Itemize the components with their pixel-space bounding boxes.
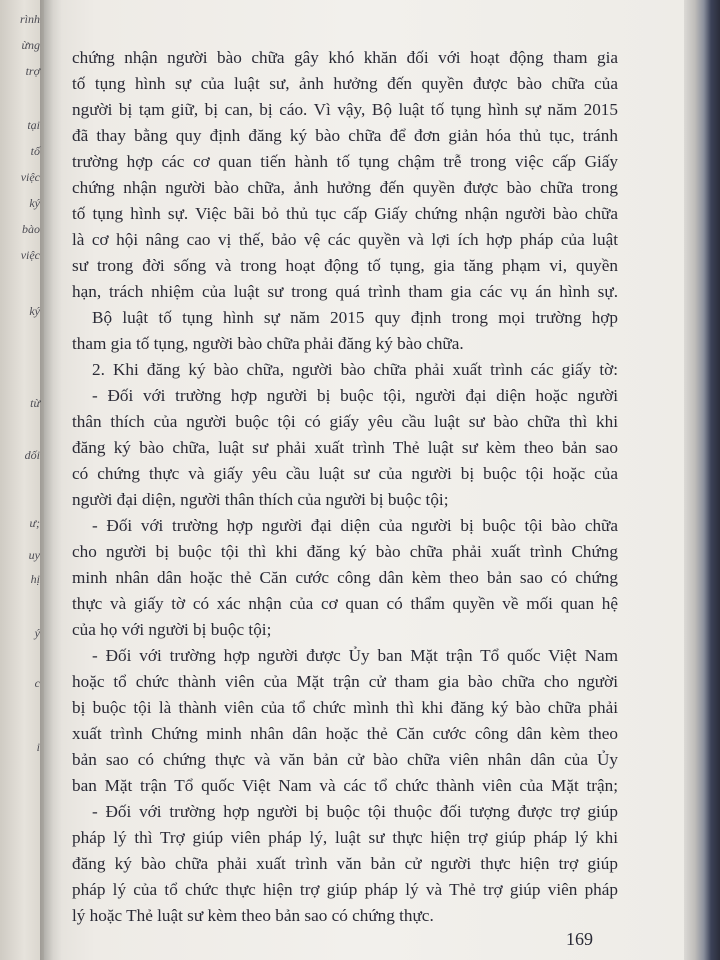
text-line: sư trong đời sống và trong hoạt động tố tụng, gia tăng phạm vi, quyền bbox=[72, 256, 618, 275]
fragment: ý bbox=[34, 626, 40, 640]
fragment: hị bbox=[30, 572, 40, 586]
fragment: ký bbox=[29, 196, 40, 210]
text-line: hạn, trách nhiệm của luật sư trong quá trình tham gia các vụ án hình sự. bbox=[72, 282, 618, 301]
text-line: đã thay bằng quy định đăng ký bào chữa để đơn giản hóa thủ tục, tránh bbox=[72, 126, 618, 145]
text-line: pháp lý của tổ chức thực hiện trợ giúp pháp lý và Thẻ trợ giúp viên pháp bbox=[72, 880, 618, 899]
text-line: hoặc tổ chức thành viên của Mặt trận cử tham gia bào chữa cho người bbox=[72, 672, 618, 691]
text-line: người đại diện, người thân thích của người bị buộc tội; bbox=[72, 490, 449, 509]
fragment: việc bbox=[20, 170, 40, 184]
fragment: c bbox=[34, 676, 40, 690]
text-line: bị buộc tội là thành viên của tổ chức mình thì khi đăng ký bào chữa phải bbox=[72, 698, 618, 717]
text-line: có chứng thực và giấy yêu cầu luật sư của người bị buộc tội hoặc của bbox=[72, 464, 618, 483]
page-body-text bbox=[72, 45, 618, 929]
fragment: ký bbox=[29, 304, 40, 318]
text-line: cho người bị buộc tội thì khi đăng ký bào chữa phải xuất trình Chứng bbox=[72, 542, 618, 561]
text-line: tố tụng hình sự của luật sư, ảnh hưởng đến quyền được bào chữa của bbox=[72, 74, 618, 93]
text-line: lý hoặc Thẻ luật sư kèm theo bản sao có chứng thực. bbox=[72, 906, 434, 925]
text-line: Bộ luật tố tụng hình sự năm 2015 quy định trong mọi trường hợp bbox=[92, 308, 618, 327]
text-line: người bị tạm giữ, bị can, bị cáo. Vì vậy, Bộ luật tố tụng hình sự năm 2015 bbox=[72, 100, 618, 119]
text-line: chứng nhận người bào chữa gây khó khăn đối với hoạt động tham gia bbox=[72, 48, 618, 67]
text-line: của họ với người bị buộc tội; bbox=[72, 620, 272, 639]
text-line: trường hợp các cơ quan tiến hành tố tụng chậm trễ trong việc cấp Giấy bbox=[72, 152, 618, 171]
fragment: tố bbox=[30, 144, 40, 158]
text-line: chứng nhận người bào chữa, ảnh hưởng đến quyền được bào chữa trong bbox=[72, 178, 618, 197]
book-spine-shadow bbox=[40, 0, 62, 960]
page-number: 169 bbox=[566, 929, 593, 949]
previous-page-edge bbox=[0, 0, 44, 960]
fragment: tại bbox=[27, 118, 40, 132]
text-line: ban Mặt trận Tổ quốc Việt Nam và các tổ chức thành viên của Mặt trận; bbox=[72, 776, 618, 795]
text-line: tham gia tố tụng, người bào chữa phải đăng ký bào chữa. bbox=[72, 334, 464, 353]
text-line: bản sao có chứng thực và văn bản cử bào chữa viên nhân dân của Ủy bbox=[72, 750, 618, 769]
previous-page-text-fragments bbox=[0, 0, 44, 960]
page-stack-edge bbox=[684, 0, 720, 960]
text-line: - Đối với trường hợp người được Ủy ban Mặt trận Tổ quốc Việt Nam bbox=[92, 646, 618, 665]
fragment: dối bbox=[24, 448, 40, 462]
fragment: trợ bbox=[25, 64, 40, 78]
text-line: minh nhân dân hoặc thẻ Căn cước công dân kèm theo bản sao có chứng bbox=[72, 568, 618, 587]
text-line: - Đối với trường hợp người đại diện của người bị buộc tội bào chữa bbox=[92, 516, 618, 535]
text-line: - Đối với trường hợp người bị buộc tội thuộc đối tượng được trợ giúp bbox=[92, 802, 618, 821]
text-line: thân thích của người buộc tội có giấy yêu cầu luật sư bào chữa thì khi bbox=[72, 412, 618, 431]
text-line: đăng ký bào chữa phải xuất trình văn bản cử người thực hiện trợ giúp bbox=[72, 854, 618, 873]
text-line: đăng ký bào chữa, luật sư phải xuất trình Thẻ luật sư kèm theo bản sao bbox=[72, 438, 618, 457]
fragment: uy bbox=[28, 548, 40, 562]
fragment: ư; bbox=[29, 516, 40, 530]
text-line: là cơ hội nâng cao vị thế, bảo vệ các quyền và lợi ích hợp pháp của luật bbox=[72, 230, 618, 249]
fragment: i bbox=[36, 740, 40, 754]
text-line: pháp lý thì Trợ giúp viên pháp lý, luật sư thực hiện trợ giúp pháp lý khi bbox=[72, 828, 618, 847]
text-line: - Đối với trường hợp người bị buộc tội, người đại diện hoặc người bbox=[92, 386, 618, 405]
fragment: ừng bbox=[21, 38, 40, 52]
text-line: 2. Khi đăng ký bào chữa, người bào chữa phải xuất trình các giấy tờ: bbox=[92, 360, 618, 379]
fragment: từ bbox=[30, 396, 40, 410]
fragment: rình bbox=[19, 12, 40, 26]
text-line: tố tụng hình sự. Việc bãi bỏ thủ tục cấp Giấy chứng nhận người bào chữa bbox=[72, 204, 618, 223]
fragment: việc bbox=[20, 248, 40, 262]
fragment: bào bbox=[22, 222, 40, 236]
text-line: xuất trình Chứng minh nhân dân hoặc thẻ Căn cước công dân kèm theo bbox=[72, 724, 618, 743]
text-line: thực và giấy tờ có xác nhận của cơ quan có thẩm quyền về mối quan hệ bbox=[72, 594, 618, 613]
